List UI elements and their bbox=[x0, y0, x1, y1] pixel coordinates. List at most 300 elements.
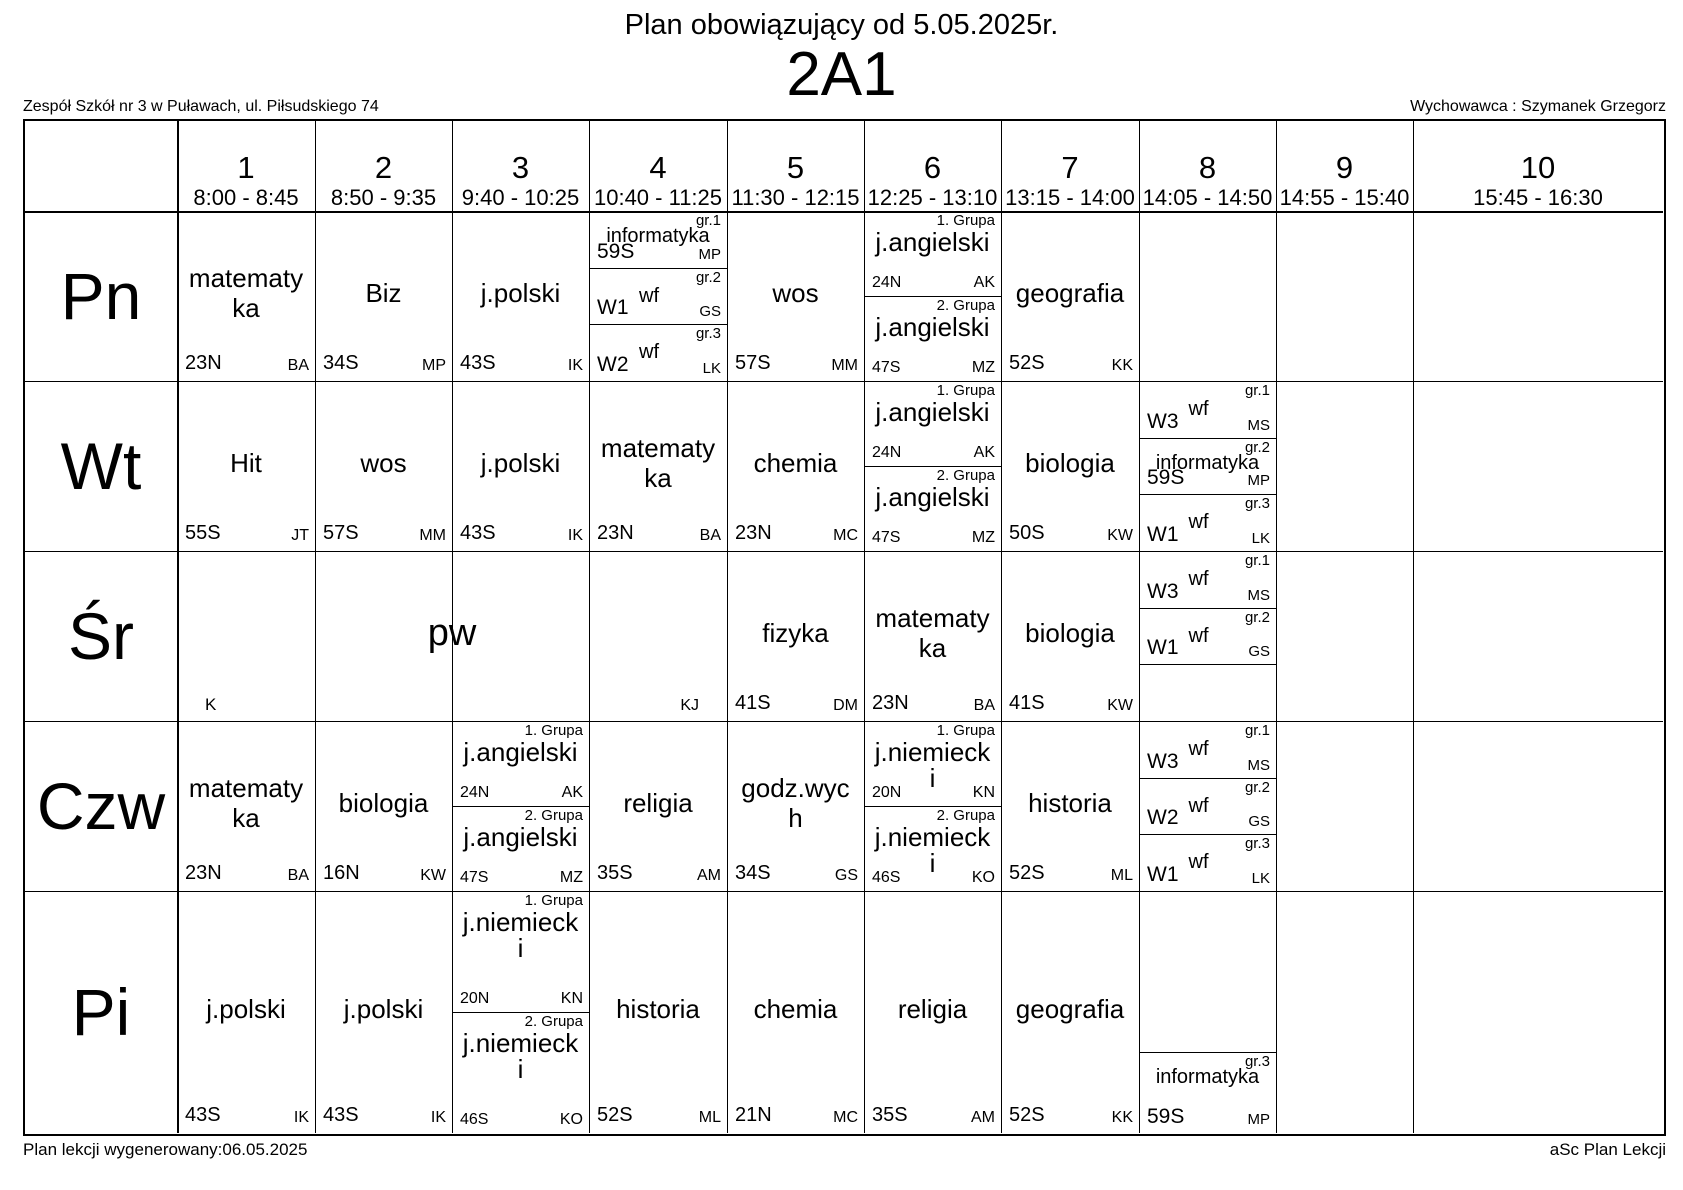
day-label: Wt bbox=[60, 429, 142, 503]
room-label: 57S bbox=[735, 352, 771, 374]
teacher-label: LK bbox=[1251, 869, 1270, 887]
group-label: 1. Grupa bbox=[936, 212, 995, 229]
subject-line: j.niemieck bbox=[462, 1028, 579, 1058]
subject-line: matematy bbox=[188, 773, 304, 803]
group-lesson bbox=[589, 324, 727, 381]
grid-column-line bbox=[1276, 121, 1277, 1133]
period-header bbox=[1139, 151, 1276, 211]
subject-name bbox=[864, 484, 1001, 510]
subject-line: j.niemieck bbox=[462, 907, 579, 937]
day-label: Pn bbox=[60, 259, 142, 333]
lesson-cell bbox=[1001, 891, 1139, 1133]
subject-line: chemia bbox=[753, 994, 838, 1024]
subject-line: i bbox=[517, 933, 524, 963]
group-label: gr.2 bbox=[695, 268, 721, 286]
period-number: 2 bbox=[374, 150, 393, 185]
subject-name bbox=[315, 448, 452, 478]
subject-line: biologia bbox=[1025, 448, 1115, 478]
teacher-label: AK bbox=[561, 784, 583, 801]
subject-line: wf bbox=[639, 284, 659, 307]
subject-line: religia bbox=[897, 994, 968, 1024]
lesson-cell bbox=[864, 381, 1001, 551]
lesson-cell bbox=[177, 551, 727, 721]
lesson-cell bbox=[452, 891, 589, 1133]
subject-line: Biz bbox=[365, 278, 402, 308]
room-label: 24N bbox=[872, 274, 902, 291]
teacher-label: MM bbox=[831, 357, 858, 374]
subject-line: j.polski bbox=[480, 448, 561, 478]
grid-column-line bbox=[1413, 121, 1414, 1133]
subject-name bbox=[177, 773, 315, 833]
group-label: 1. Grupa bbox=[524, 722, 583, 739]
room-label: 24N bbox=[872, 444, 902, 461]
subject-line: wf bbox=[1188, 398, 1209, 420]
subject-name bbox=[727, 773, 864, 833]
lesson-cell bbox=[589, 211, 727, 381]
period-header bbox=[727, 151, 864, 211]
subject-line: j.angielski bbox=[463, 822, 578, 852]
subject-line: j.polski bbox=[480, 278, 561, 308]
group-lesson bbox=[589, 268, 727, 325]
period-time: 12:25 - 13:10 bbox=[867, 185, 998, 210]
subject-line: chemia bbox=[753, 448, 838, 478]
period-time: 11:30 - 12:15 bbox=[731, 185, 860, 210]
lesson-cell bbox=[727, 891, 864, 1133]
day-label: Śr bbox=[68, 599, 134, 673]
lesson-cell bbox=[1139, 891, 1276, 1133]
room-label: 46S bbox=[460, 1111, 489, 1128]
room-label: 47S bbox=[872, 359, 901, 376]
room-label: W1 bbox=[1147, 636, 1179, 660]
class-name: 2A1 bbox=[786, 40, 897, 109]
group-lesson bbox=[1139, 551, 1276, 608]
room-label: 24N bbox=[460, 784, 490, 801]
period-time: 8:50 - 9:35 bbox=[330, 185, 437, 210]
teacher-label: KW bbox=[1107, 697, 1133, 714]
room-label: 23N bbox=[185, 862, 222, 884]
teacher-label: MC bbox=[833, 1109, 858, 1126]
lesson-cell bbox=[1139, 551, 1276, 721]
teacher-label: IK bbox=[430, 1109, 446, 1126]
period-header bbox=[177, 151, 315, 211]
subject-line: ka bbox=[644, 463, 672, 493]
teacher-label: GS bbox=[699, 303, 721, 321]
period-time: 10:40 - 11:25 bbox=[593, 185, 723, 210]
room-label: 23N bbox=[597, 522, 634, 544]
room-label: 41S bbox=[1009, 692, 1045, 714]
group-label: gr.1 bbox=[695, 212, 721, 229]
room-label: 41S bbox=[735, 692, 771, 714]
room-label: W3 bbox=[1147, 409, 1179, 433]
subject-name bbox=[864, 229, 1001, 255]
lesson-cell bbox=[864, 551, 1001, 721]
group-lesson bbox=[452, 1012, 589, 1133]
teacher-label: AK bbox=[973, 444, 995, 461]
teacher-label: KK bbox=[1111, 1109, 1133, 1126]
subject-line: Hit bbox=[230, 448, 262, 478]
room-label: W3 bbox=[1147, 579, 1179, 603]
teacher-label: DM bbox=[833, 697, 858, 714]
teacher-label: BA bbox=[287, 357, 309, 374]
room-label: 52S bbox=[1009, 1104, 1045, 1126]
room-label: 50S bbox=[1009, 522, 1045, 544]
room-label: W2 bbox=[1147, 806, 1179, 830]
group-lesson bbox=[864, 296, 1001, 381]
room-label: W2 bbox=[597, 352, 629, 376]
period-number: 5 bbox=[786, 150, 805, 185]
room-label: 35S bbox=[597, 862, 633, 884]
teacher-label: MP bbox=[698, 245, 721, 263]
group-lesson bbox=[1139, 834, 1276, 891]
subject-name bbox=[452, 739, 589, 765]
teacher-label: IK bbox=[567, 527, 583, 544]
room-label: 23N bbox=[185, 352, 222, 374]
teacher-label: MZ bbox=[559, 869, 583, 886]
room-label: 23N bbox=[735, 522, 772, 544]
group-label: gr.3 bbox=[1244, 1053, 1270, 1071]
subject-name bbox=[1001, 448, 1139, 478]
teacher-label: GS bbox=[1248, 643, 1270, 661]
group-label: 2. Grupa bbox=[524, 1013, 583, 1030]
period-number: 10 bbox=[1520, 150, 1556, 185]
room-label: 47S bbox=[460, 869, 489, 886]
group-label: 1. Grupa bbox=[936, 722, 995, 739]
period-time: 14:05 - 14:50 bbox=[1142, 185, 1273, 210]
group-label: 1. Grupa bbox=[524, 892, 583, 909]
subject-line: j.angielski bbox=[875, 397, 990, 427]
lesson-cell bbox=[177, 891, 315, 1133]
subject-name bbox=[1001, 278, 1139, 308]
subject-name bbox=[1001, 994, 1139, 1024]
period-header bbox=[1276, 151, 1413, 211]
room-label: 34S bbox=[735, 862, 771, 884]
teacher-label: KJ bbox=[680, 697, 699, 714]
subject-name bbox=[177, 613, 727, 653]
room-label: W1 bbox=[597, 296, 629, 320]
subject-line: j.niemieck bbox=[874, 822, 991, 852]
teacher-label: KN bbox=[560, 990, 583, 1007]
group-lesson bbox=[452, 891, 589, 1012]
group-label: gr.3 bbox=[695, 325, 721, 343]
subject-line: historia bbox=[1028, 788, 1112, 818]
timetable-grid bbox=[23, 119, 1666, 1136]
subject-line: wf bbox=[639, 341, 659, 364]
room-label: K bbox=[205, 695, 217, 714]
subject-line: wf bbox=[1188, 738, 1209, 760]
room-label: 34S bbox=[323, 352, 359, 374]
period-time: 14:55 - 15:40 bbox=[1279, 185, 1410, 210]
room-label: 59S bbox=[597, 239, 635, 263]
subject-line: historia bbox=[616, 994, 700, 1024]
subject-line: wf bbox=[1188, 511, 1209, 534]
subject-line: wf bbox=[1188, 794, 1209, 817]
room-label: 46S bbox=[872, 869, 901, 886]
generated-date: Plan lekcji wygenerowany:06.05.2025 bbox=[23, 1140, 308, 1159]
group-lesson bbox=[864, 721, 1001, 806]
group-label: gr.3 bbox=[1244, 835, 1270, 853]
group-label: 2. Grupa bbox=[936, 807, 995, 824]
group-label: 1. Grupa bbox=[936, 382, 995, 399]
subject-name bbox=[452, 909, 589, 961]
subject-line: j.niemieck bbox=[874, 737, 991, 767]
period-number: 9 bbox=[1335, 150, 1354, 185]
room-label: 43S bbox=[185, 1104, 221, 1126]
subject-name bbox=[177, 994, 315, 1024]
period-header bbox=[1001, 151, 1139, 211]
group-lesson bbox=[1139, 778, 1276, 835]
group-lesson bbox=[864, 806, 1001, 891]
subject-line: informatyka bbox=[1155, 451, 1260, 474]
period-time: 13:15 - 14:00 bbox=[1005, 185, 1135, 210]
subject-line: wf bbox=[1188, 568, 1209, 590]
day-label: Pi bbox=[71, 975, 131, 1049]
teacher-label: MM bbox=[419, 527, 446, 544]
software-credit: aSc Plan Lekcji bbox=[1549, 1140, 1666, 1159]
teacher-label: AK bbox=[973, 274, 995, 291]
teacher-label: JT bbox=[291, 527, 309, 544]
day-label: Czw bbox=[36, 769, 166, 843]
lesson-cell bbox=[864, 211, 1001, 381]
teacher-label: MS bbox=[1247, 586, 1270, 604]
subject-line: ka bbox=[232, 293, 260, 323]
lesson-cell bbox=[864, 891, 1001, 1133]
subject-name bbox=[864, 314, 1001, 340]
teacher-label: MS bbox=[1247, 756, 1270, 774]
room-label: 55S bbox=[185, 522, 221, 544]
subject-line: godz.wyc bbox=[741, 773, 850, 803]
lesson-cell bbox=[177, 211, 315, 381]
room-label: 35S bbox=[872, 1104, 908, 1126]
teacher-label: BA bbox=[973, 697, 995, 714]
period-time: 9:40 - 10:25 bbox=[461, 185, 580, 210]
lesson-cell bbox=[727, 551, 864, 721]
group-lesson bbox=[864, 466, 1001, 551]
subject-name bbox=[452, 278, 589, 308]
room-label: 43S bbox=[460, 352, 496, 374]
subject-line: j.angielski bbox=[875, 482, 990, 512]
group-lesson bbox=[1139, 438, 1276, 495]
teacher-label: AM bbox=[971, 1109, 995, 1126]
subject-line: j.angielski bbox=[875, 227, 990, 257]
room-label: 52S bbox=[1009, 352, 1045, 374]
subject-name bbox=[589, 994, 727, 1024]
subject-line: j.angielski bbox=[875, 312, 990, 342]
teacher-label: MP bbox=[1247, 472, 1270, 490]
room-label: 20N bbox=[872, 784, 902, 801]
group-lesson bbox=[1139, 494, 1276, 551]
subject-line: ka bbox=[918, 633, 947, 663]
group-label: gr.2 bbox=[1244, 608, 1270, 626]
subject-name bbox=[727, 448, 864, 478]
period-number: 4 bbox=[649, 150, 667, 185]
group-lesson bbox=[1139, 1052, 1276, 1133]
lesson-cell bbox=[315, 891, 452, 1133]
period-number: 3 bbox=[511, 150, 530, 185]
teacher-label: MZ bbox=[971, 359, 995, 376]
lesson-cell bbox=[1139, 721, 1276, 891]
subject-line: fizyka bbox=[762, 618, 829, 648]
lesson-cell bbox=[1001, 721, 1139, 891]
subject-name bbox=[315, 788, 452, 818]
lesson-cell bbox=[452, 381, 589, 551]
subject-line: geografia bbox=[1015, 994, 1125, 1024]
group-lesson bbox=[452, 721, 589, 806]
room-label: 20N bbox=[460, 990, 490, 1007]
period-header bbox=[452, 151, 589, 211]
teacher-label: AM bbox=[697, 867, 721, 884]
room-label: 16N bbox=[323, 862, 360, 884]
subject-line: ka bbox=[232, 803, 260, 833]
period-number: 7 bbox=[1061, 150, 1079, 185]
subject-line: wf bbox=[1188, 851, 1209, 874]
subject-name bbox=[864, 994, 1001, 1024]
teacher-label: MP bbox=[1247, 1110, 1270, 1128]
subject-line: religia bbox=[623, 788, 693, 818]
group-lesson bbox=[589, 211, 727, 268]
teacher-label: ML bbox=[1110, 867, 1133, 884]
subject-name bbox=[315, 994, 452, 1024]
teacher-label: IK bbox=[293, 1109, 309, 1126]
teacher-label: KK bbox=[1111, 357, 1133, 374]
lesson-cell bbox=[315, 381, 452, 551]
subject-name bbox=[177, 448, 315, 478]
group-label: 2. Grupa bbox=[524, 807, 583, 824]
group-label: gr.3 bbox=[1244, 495, 1270, 513]
subject-line: matematy bbox=[600, 433, 716, 463]
teacher-label: MS bbox=[1247, 416, 1270, 434]
teacher-label: BA bbox=[699, 527, 721, 544]
subject-line: matematy bbox=[875, 603, 990, 633]
lesson-cell bbox=[315, 211, 452, 381]
room-label: 52S bbox=[1009, 862, 1045, 884]
lesson-cell bbox=[1001, 211, 1139, 381]
group-label: gr.1 bbox=[1244, 552, 1270, 569]
subject-name bbox=[864, 399, 1001, 425]
group-divider bbox=[1139, 664, 1276, 665]
room-label: 57S bbox=[323, 522, 359, 544]
teacher-label: ML bbox=[698, 1109, 721, 1126]
subject-name bbox=[315, 278, 452, 308]
subject-name bbox=[727, 618, 864, 648]
subject-line: j.polski bbox=[206, 994, 286, 1024]
subject-name bbox=[452, 448, 589, 478]
subject-name bbox=[1001, 618, 1139, 648]
teacher-label: IK bbox=[567, 357, 583, 374]
lesson-cell bbox=[589, 891, 727, 1133]
lesson-cell bbox=[177, 721, 315, 891]
teacher-label: GS bbox=[1248, 813, 1270, 831]
period-header bbox=[1413, 151, 1663, 211]
room-label: 52S bbox=[597, 1104, 633, 1126]
room-label: 43S bbox=[460, 522, 496, 544]
teacher-label: LK bbox=[702, 359, 721, 377]
teacher-label: BA bbox=[287, 867, 309, 884]
plan-title: Plan obowiązujący od 5.05.2025r. bbox=[624, 9, 1059, 41]
room-label: 59S bbox=[1147, 1104, 1185, 1128]
lesson-cell bbox=[315, 721, 452, 891]
room-label: W3 bbox=[1147, 749, 1179, 773]
subject-name bbox=[589, 788, 727, 818]
subject-line: biologia bbox=[1025, 618, 1115, 648]
group-label: 2. Grupa bbox=[936, 467, 995, 484]
subject-name bbox=[727, 994, 864, 1024]
school-name: Zespół Szkół nr 3 w Puławach, ul. Piłsudskiego 74 bbox=[23, 98, 379, 115]
room-label: W1 bbox=[1147, 522, 1179, 546]
lesson-cell bbox=[589, 721, 727, 891]
subject-name bbox=[1001, 788, 1139, 818]
teacher-label: KW bbox=[420, 867, 446, 884]
subject-name bbox=[727, 278, 864, 308]
group-lesson bbox=[452, 806, 589, 891]
subject-name bbox=[177, 263, 315, 323]
period-time: 15:45 - 16:30 bbox=[1473, 185, 1603, 210]
subject-line: j.polski bbox=[343, 994, 424, 1024]
subject-line: informatyka bbox=[1155, 1066, 1260, 1089]
room-label: 23N bbox=[872, 692, 909, 714]
period-header bbox=[589, 151, 727, 211]
subject-line: informatyka bbox=[606, 225, 710, 247]
homeroom-teacher: Wychowawca : Szymanek Grzegorz bbox=[1410, 98, 1666, 115]
lesson-cell bbox=[727, 211, 864, 381]
period-number: 1 bbox=[237, 150, 255, 185]
group-lesson bbox=[1139, 721, 1276, 778]
period-time: 8:00 - 8:45 bbox=[193, 185, 299, 210]
teacher-label: KN bbox=[972, 784, 995, 801]
room-label: 47S bbox=[872, 529, 901, 546]
subject-line: wf bbox=[1188, 624, 1209, 647]
subject-line: wos bbox=[772, 278, 819, 308]
lesson-cell bbox=[1139, 381, 1276, 551]
lesson-cell bbox=[727, 721, 864, 891]
lesson-cell bbox=[727, 381, 864, 551]
lesson-cell bbox=[1001, 551, 1139, 721]
subject-name bbox=[1139, 1066, 1276, 1088]
group-label: gr.1 bbox=[1244, 382, 1270, 399]
teacher-label: LK bbox=[1251, 529, 1270, 547]
subject-line: i bbox=[929, 848, 936, 878]
period-header bbox=[864, 151, 1001, 211]
subject-line: j.angielski bbox=[463, 737, 578, 767]
group-label: gr.1 bbox=[1244, 722, 1270, 739]
group-lesson bbox=[864, 381, 1001, 466]
subject-name bbox=[589, 433, 727, 493]
period-number: 6 bbox=[923, 150, 942, 185]
lesson-cell bbox=[589, 381, 727, 551]
subject-line: geografia bbox=[1015, 278, 1125, 308]
teacher-label: MC bbox=[833, 527, 858, 544]
group-lesson bbox=[864, 211, 1001, 296]
subject-line: pw bbox=[427, 612, 477, 654]
teacher-label: KO bbox=[971, 869, 995, 886]
subject-name bbox=[864, 603, 1001, 663]
subject-line: matematy bbox=[188, 263, 304, 293]
subject-line: h bbox=[788, 803, 803, 833]
lesson-cell bbox=[1001, 381, 1139, 551]
teacher-label: MZ bbox=[971, 529, 995, 546]
lesson-cell bbox=[452, 721, 589, 891]
subject-name bbox=[452, 1030, 589, 1082]
room-label: 59S bbox=[1147, 466, 1185, 490]
lesson-cell bbox=[864, 721, 1001, 891]
lesson-cell bbox=[177, 381, 315, 551]
room-label: 21N bbox=[735, 1104, 772, 1126]
subject-line: i bbox=[517, 1054, 524, 1084]
subject-line: biologia bbox=[338, 788, 429, 818]
period-header bbox=[315, 151, 452, 211]
room-label: 43S bbox=[323, 1104, 359, 1126]
teacher-label: KO bbox=[559, 1111, 583, 1128]
teacher-label: GS bbox=[834, 867, 858, 884]
